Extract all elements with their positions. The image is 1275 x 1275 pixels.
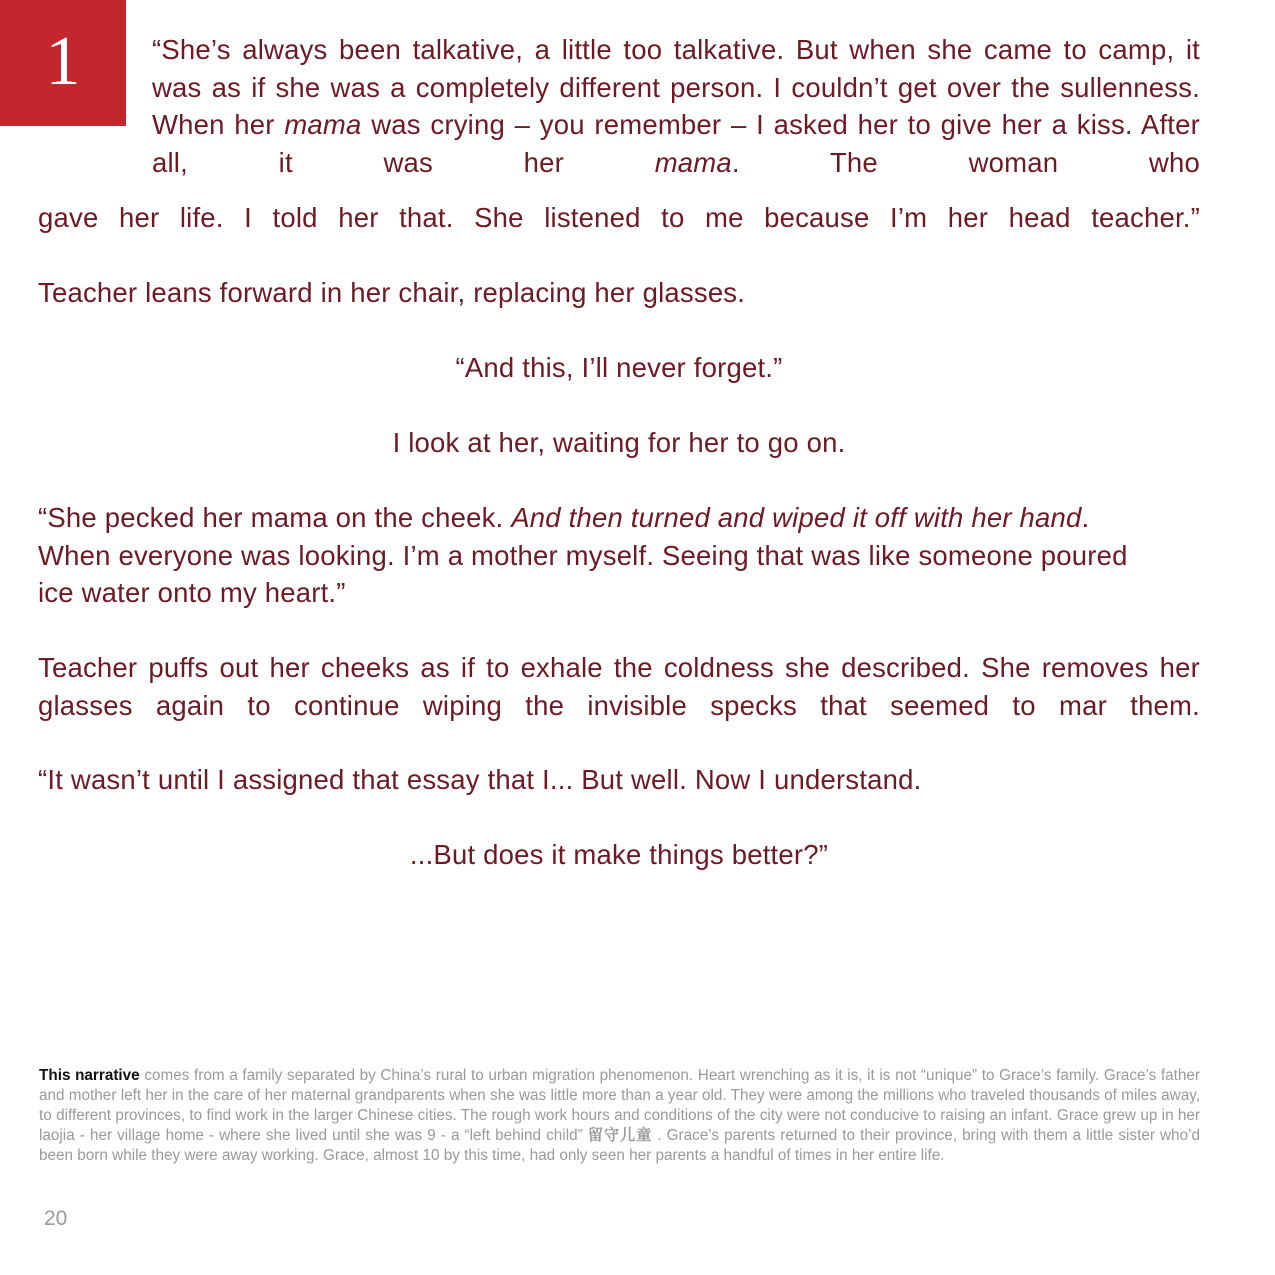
- footnote-text: comes from a family separated by China’s rural to urban migration phenomenon. Heart wrenching as it is, it is not “unique” to Grace’s family. Grace’s father and mother left her in the care of her maternal grandparents when she was little more than a year old. They were among the millions who traveled thousands of miles away, to different provinces, to find work in the larger Chinese cities. The rough work hours and conditions of the city were not conducive to raising an infant. Grace grew up in her laojia - her village home - where she lived until she was 9 - a “left behind child”: [39, 1067, 1200, 1144]
- footnote: [39, 1066, 1200, 1166]
- emphasis-mama-2: mama: [654, 146, 732, 178]
- quote-3-part-a: “She pecked her mama on the cheek.: [38, 502, 512, 533]
- quote-paragraph-4: “It wasn’t until I assigned that essay that I... But well. Now I understand.: [38, 764, 922, 795]
- opening-quote-continuation: gave her life. I told her that. She listened to me because I’m her head teacher.”: [38, 202, 1200, 233]
- opening-quote-part-c: . The woman who: [731, 146, 1200, 178]
- opening-quote-part-a: “She’s always been talkative, a little too talkative. But when she came to camp, it was as if she was a completely different person. I couldn’t get over the sullenness. When her: [152, 34, 1200, 140]
- opening-quote: [152, 31, 1200, 181]
- quote-paragraph-2: “And this, I’ll never forget.”: [455, 352, 783, 383]
- page-number: 20: [44, 1207, 68, 1230]
- chapter-number-badge: 1: [0, 0, 126, 126]
- quote-paragraph-3: [38, 499, 1163, 612]
- quote-paragraph-5: ...But does it make things better?”: [409, 839, 829, 870]
- emphasis-mama-1: mama: [284, 109, 362, 140]
- narration-paragraph-1: Teacher leans forward in her chair, replacing her glasses.: [38, 277, 746, 308]
- narration-paragraph-2: I look at her, waiting for her to go on.: [392, 427, 846, 458]
- quote-3-part-b: . When everyone was looking. I’m a mother myself. Seeing that was like someone poured ice water onto my heart.”: [38, 502, 1128, 608]
- opening-quote-part-b: was crying – you remember – I asked her to give her a kiss. After all, it was her: [152, 109, 1200, 178]
- quote-3-emphasis: And then turned and wiped it off with her hand: [511, 502, 1082, 533]
- footnote-text-end: . Grace’s parents returned to their province, bring with them a little sister who’d been born while they were away working. Grace, almost 10 by this time, had only seen her parents a handful of times in her entire life.: [39, 1127, 1200, 1164]
- footnote-lead: This narrative: [39, 1067, 140, 1084]
- narration-paragraph-3: Teacher puffs out her cheeks as if to exhale the coldness she described. She removes her glasses again to continue wiping the invisible specks that seemed to mar them.: [38, 652, 1200, 721]
- footnote-chinese-term: 留守儿童: [587, 1127, 653, 1144]
